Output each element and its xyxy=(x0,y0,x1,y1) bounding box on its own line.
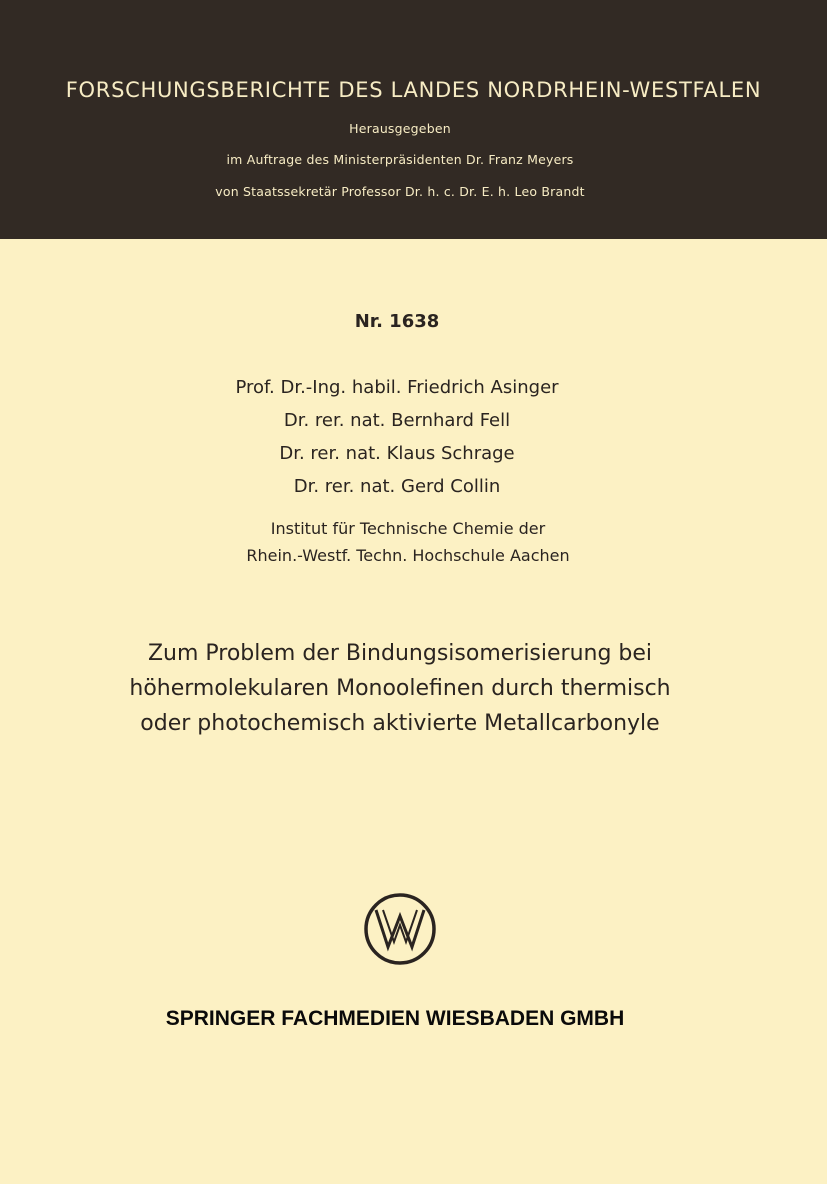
author-name: Dr. rer. nat. Klaus Schrage xyxy=(279,443,515,464)
title-line: oder photochemisch aktivierte Metallcarbonyle xyxy=(140,711,660,736)
editor-line-commission: im Auftrage des Ministerpräsidenten Dr. Franz Meyers xyxy=(226,152,574,167)
report-number: Nr. 1638 xyxy=(354,311,440,332)
institute-line: Rhein.-Westf. Techn. Hochschule Aachen xyxy=(246,546,570,565)
author-list xyxy=(0,374,794,506)
publisher-name: SPRINGER FACHMEDIEN WIESBADEN GMBH xyxy=(165,1007,625,1030)
author-name: Prof. Dr.-Ing. habil. Friedrich Asinger xyxy=(235,377,559,398)
author-name: Dr. rer. nat. Gerd Collin xyxy=(293,476,501,497)
header-band xyxy=(0,0,827,239)
series-title: FORSCHUNGSBERICHTE DES LANDES NORDRHEIN-WESTFALEN xyxy=(65,78,762,102)
author-name: Dr. rer. nat. Bernhard Fell xyxy=(283,410,511,431)
title-line: Zum Problem der Bindungsisomerisierung bei xyxy=(147,641,653,666)
report-title xyxy=(0,636,800,741)
westdeutscher-verlag-logo-icon xyxy=(363,892,437,966)
institute-line: Institut für Technische Chemie der xyxy=(270,519,546,538)
editor-line-editor: von Staatssekretär Professor Dr. h. c. Dr. E. h. Leo Brandt xyxy=(215,184,585,199)
editor-line-published: Herausgegeben xyxy=(349,121,451,136)
institute xyxy=(0,515,816,569)
title-line: höhermolekularen Monoolefinen durch thermisch xyxy=(129,676,671,701)
